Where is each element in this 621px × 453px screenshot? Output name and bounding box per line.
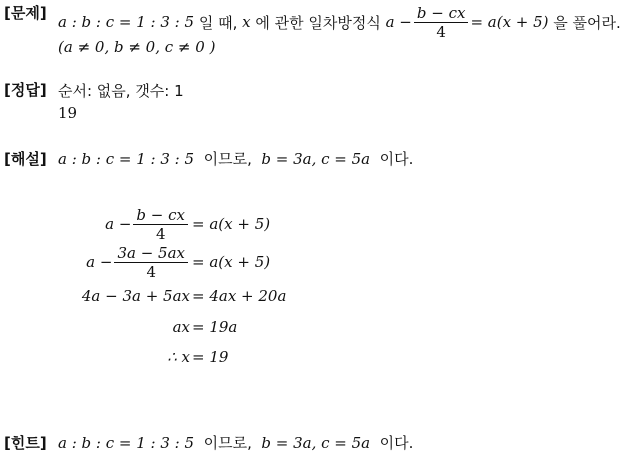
- solution-intro: [58, 148, 413, 169]
- step-1-fraction: [133, 206, 188, 243]
- solution-b-relation: b = 3a, c = 5a: [261, 150, 371, 168]
- problem-eq-a: a −: [385, 13, 412, 31]
- step-4-lhs: ax: [172, 318, 190, 336]
- solution-ratio: a : b : c = 1 : 3 : 5: [58, 150, 195, 168]
- step-1-lhs: [105, 206, 190, 242]
- solution-tag: [해설]: [4, 150, 47, 168]
- step-1: [0, 206, 591, 242]
- step-4: [0, 318, 591, 338]
- hint-text-2: 이다.: [374, 434, 414, 452]
- problem-fraction-den: 4: [436, 22, 446, 41]
- problem-text-2: 에 관한 일차방정식: [250, 13, 386, 32]
- solution-text-2: 이다.: [374, 150, 414, 168]
- step-5-rhs: = 19: [192, 348, 229, 366]
- step-3-lhs: 4a − 3a + 5ax: [81, 287, 190, 305]
- problem-fraction-num: b − cx: [414, 4, 469, 23]
- problem-fraction: [414, 4, 469, 41]
- step-5-lhs: ∴ x: [167, 348, 190, 366]
- step-2-fraction: [114, 244, 188, 281]
- problem-condition: (a ≠ 0, b ≠ 0, c ≠ 0 ): [58, 38, 216, 56]
- step-3-rhs: = 4ax + 20a: [192, 287, 287, 305]
- hint-text: [58, 432, 413, 453]
- hint-tag: [힌트]: [4, 434, 47, 452]
- step-2-num: 3a − 5ax: [114, 244, 188, 263]
- answer-tag: [정답]: [4, 81, 47, 99]
- step-2: [0, 244, 591, 280]
- problem-tag: [문제]: [4, 4, 47, 22]
- problem-text-3: 을 풀어라.: [548, 13, 621, 32]
- step-2-den: 4: [146, 262, 156, 281]
- problem-x: x: [242, 13, 251, 31]
- step-2-a: a −: [86, 253, 113, 271]
- problem-eq-rhs: = a(x + 5): [470, 13, 549, 31]
- problem-ratio: a : b : c = 1 : 3 : 5: [58, 13, 195, 31]
- solution-text-1: 이므로,: [198, 150, 257, 168]
- step-1-a: a −: [105, 215, 132, 233]
- answer-value: 19: [58, 104, 78, 122]
- step-1-den: 4: [155, 224, 166, 243]
- hint-text-1: 이므로,: [198, 434, 257, 452]
- problem-text-1: 일 때,: [194, 13, 243, 32]
- step-1-num: b − cx: [133, 206, 188, 225]
- step-5: [0, 348, 591, 368]
- step-1-rhs: = a(x + 5): [192, 215, 271, 233]
- problem-statement: [58, 2, 621, 42]
- step-2-lhs: [86, 244, 190, 280]
- step-4-rhs: = 19a: [192, 318, 238, 336]
- step-2-rhs: = a(x + 5): [192, 253, 271, 271]
- hint-ratio: a : b : c = 1 : 3 : 5: [58, 434, 195, 452]
- hint-b-relation: b = 3a, c = 5a: [261, 434, 371, 452]
- answer-meta: 순서: 없음, 갯수: 1: [58, 82, 184, 100]
- step-3: [0, 287, 591, 307]
